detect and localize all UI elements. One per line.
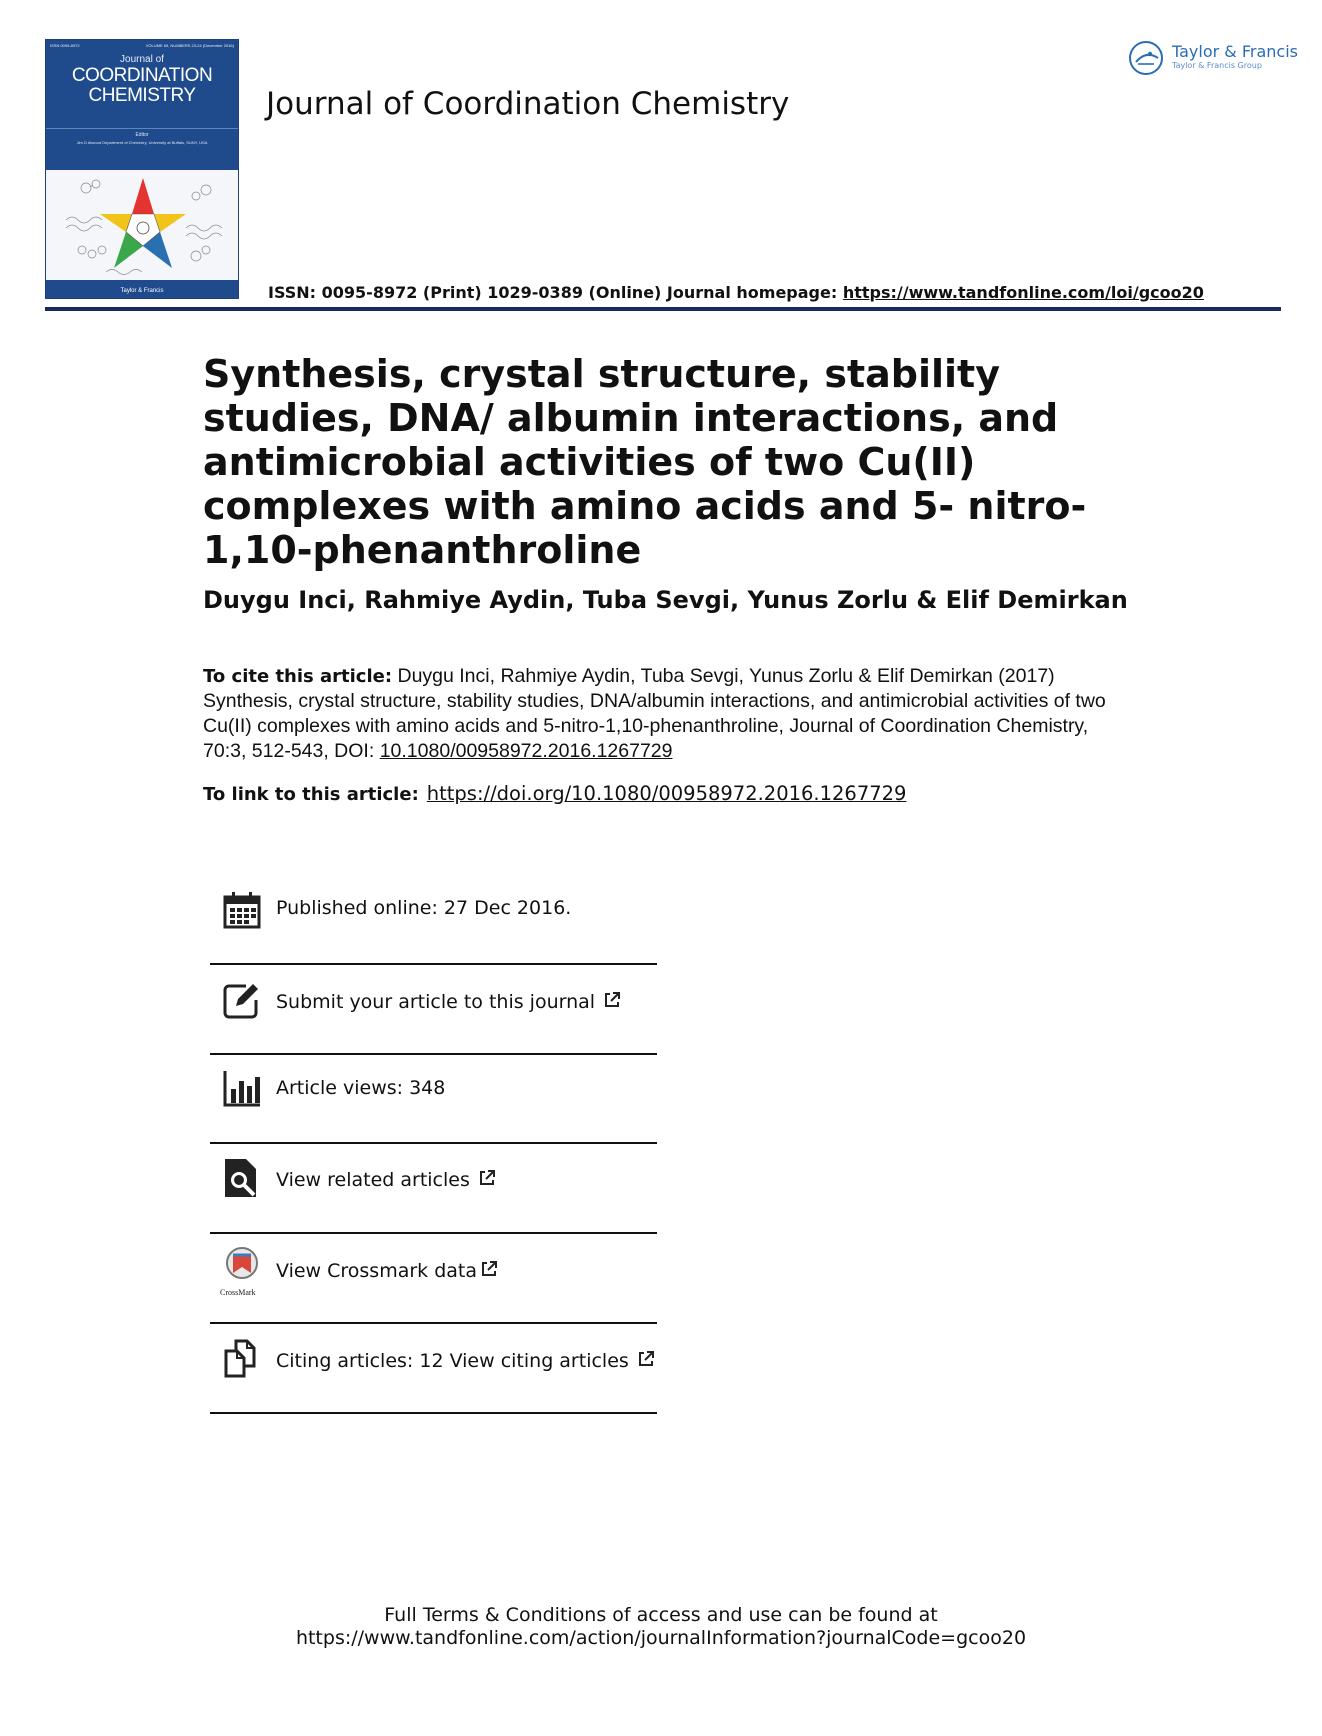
journal-cover: [45, 39, 239, 299]
publisher-name: Taylor & Francis: [1172, 42, 1298, 61]
submit-article-link[interactable]: [276, 991, 621, 1013]
external-link-icon: [603, 991, 621, 1009]
article-views-text: Article views: 348: [276, 1077, 446, 1099]
article-link-line: [203, 782, 906, 805]
crossmark-icon: [222, 1247, 262, 1287]
cover-volume: VOLUME 69, NUMBERS 23-24 (December 2016): [145, 43, 234, 48]
external-link-icon: [637, 1350, 655, 1368]
info-separator: [210, 1412, 657, 1414]
article-doi-link[interactable]: https://doi.org/10.1080/00958972.2016.1267729: [426, 782, 907, 805]
cover-star-artwork: [46, 170, 239, 282]
calendar-icon: [222, 890, 262, 930]
external-link-icon: [478, 1169, 496, 1187]
external-link-icon: [480, 1260, 498, 1278]
info-separator: [210, 1142, 657, 1144]
edit-icon: [222, 980, 262, 1020]
terms-url[interactable]: https://www.tandfonline.com/action/journalInformation?journalCode=gcoo20: [295, 1627, 1027, 1649]
published-row: [210, 884, 657, 974]
view-crossmark-text: View Crossmark data: [276, 1260, 478, 1282]
issn-line: [268, 283, 1204, 302]
article-link-label: To link to this article:: [203, 784, 419, 805]
view-related-text: View related articles: [276, 1169, 470, 1191]
copy-documents-icon: [222, 1338, 262, 1378]
cover-issn: ISSN 0095-8972: [50, 43, 80, 48]
citing-articles-link[interactable]: [276, 1350, 655, 1372]
publisher-group: Taylor & Francis Group: [1172, 61, 1262, 70]
info-separator: [210, 963, 657, 965]
cover-publisher: Taylor & Francis: [120, 288, 164, 294]
cover-editor-name: Jim D Atwood Department of Chemistry, University at Buffalo, SUNY, USA: [76, 140, 208, 145]
terms-line: Full Terms & Conditions of access and use can be found at: [384, 1604, 938, 1626]
bar-chart-icon: [222, 1069, 262, 1109]
cover-title-line2: CHEMISTRY: [88, 85, 196, 106]
citation-label: To cite this article:: [203, 666, 393, 687]
info-separator: [210, 1053, 657, 1055]
issn-text: ISSN: 0095-8972 (Print) 1029-0389 (Online) Journal homepage:: [268, 283, 843, 302]
crossmark-logo-text: CrossMark: [220, 1288, 256, 1297]
cover-topline: [50, 43, 234, 48]
header-rule: [45, 307, 1281, 311]
citation-doi-link[interactable]: 10.1080/00958972.2016.1267729: [379, 740, 673, 762]
citing-articles-text: Citing articles: 12 View citing articles: [276, 1350, 629, 1372]
view-crossmark-link[interactable]: [276, 1260, 498, 1282]
article-authors: Duygu Inci, Rahmiye Aydin, Tuba Sevgi, Yunus Zorlu & Elif Demirkan: [203, 586, 1128, 614]
citation-text: Duygu Inci, Rahmiye Aydin, Tuba Sevgi, Yunus Zorlu & Elif Demirkan (2017) Synthesis, crystal structure, stability studies, DNA/albumin interactions, and antimicrobial activities of two Cu(II) complexes with amino acids and 5-nitro-1,10-phenanthroline, Journal of Coordination Chemistry, 70:3, 512-543, DOI:: [203, 665, 1106, 762]
terms-footer: [0, 1604, 1322, 1650]
article-title: Synthesis, crystal structure, stability studies, DNA/ albumin interactions, and antimicrobial activities of two Cu(II) complexes with amino acids and 5- nitro-1,10-phenanthroline: [203, 352, 1087, 572]
info-separator: [210, 1232, 657, 1234]
cover-editor-label: Editor: [135, 132, 149, 138]
citation-block: [203, 664, 1123, 764]
document-search-icon: [222, 1158, 262, 1198]
view-related-link[interactable]: [276, 1169, 496, 1191]
cover-journal-of: Journal of: [120, 54, 164, 65]
cover-title-line1: COORDINATION: [71, 65, 213, 86]
taylor-francis-logo-icon: [1128, 40, 1166, 76]
published-online-text: Published online: 27 Dec 2016.: [276, 897, 572, 919]
submit-article-text: Submit your article to this journal: [276, 991, 596, 1013]
journal-homepage-link[interactable]: https://www.tandfonline.com/loi/gcoo20: [842, 283, 1204, 302]
views-row: [210, 1064, 657, 1154]
info-separator: [210, 1322, 657, 1324]
journal-title: Journal of Coordination Chemistry: [266, 86, 790, 122]
